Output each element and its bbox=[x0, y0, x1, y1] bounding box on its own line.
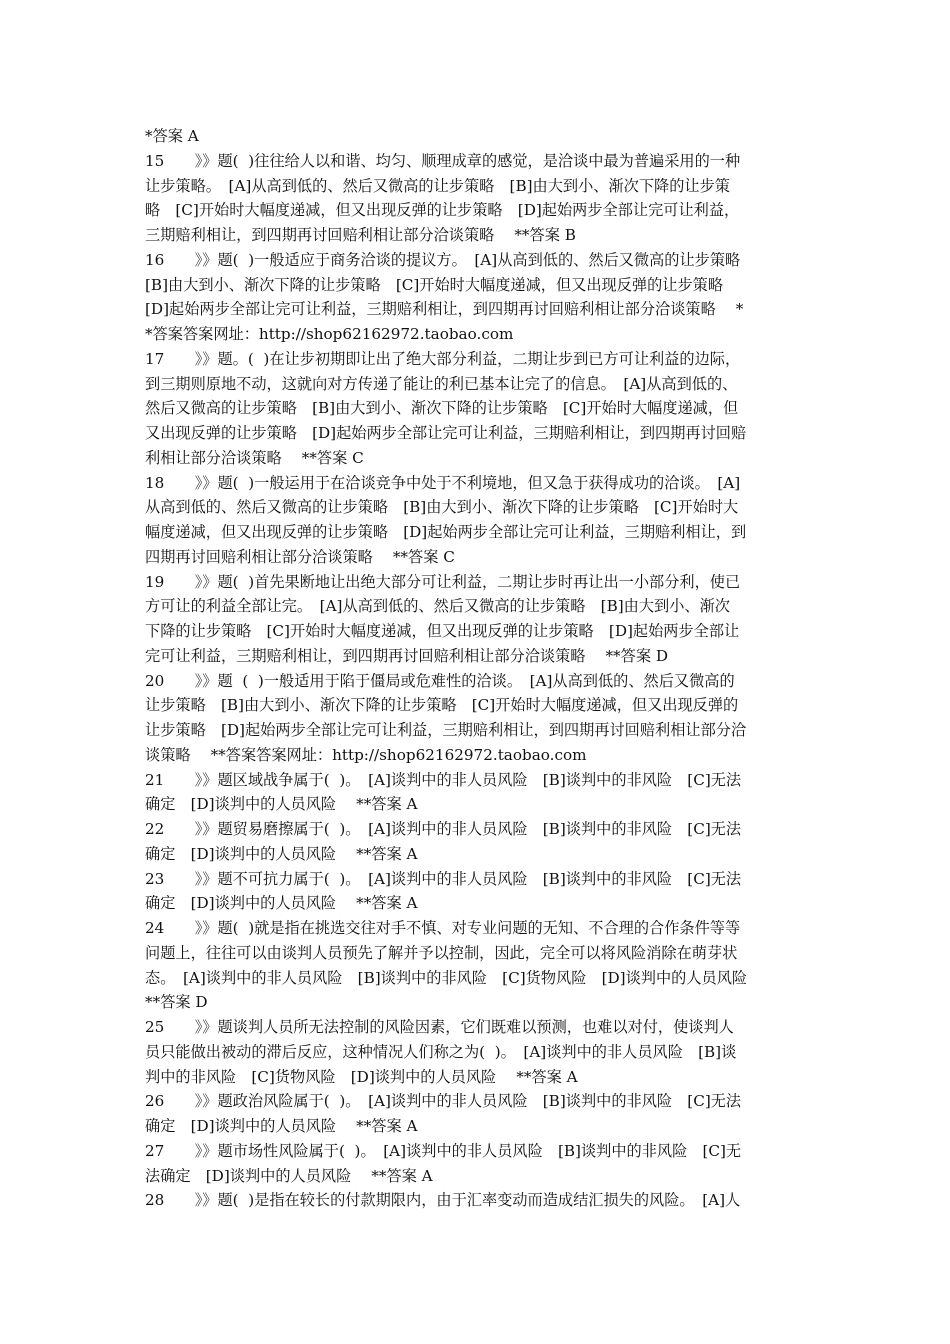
text-line: 三期赔利相让，到四期再讨回赔利相让部分洽谈策略 **答案 B bbox=[145, 226, 576, 244]
text-line: 然后又微高的让步策略 [B]由大到小、渐次下降的让步策略 [C]开始时大幅度递减，但 bbox=[145, 399, 739, 418]
text-line: 26 》》题政治风险属于( )。 [A]谈判中的非人员风险 [B]谈判中的非风险 [C]无法 bbox=[145, 1092, 742, 1111]
text-line: 下降的让步策略 [C]开始时大幅度递减，但又出现反弹的让步策略 [D]起始两步全部让 bbox=[145, 622, 740, 640]
text-line: 28 》》题( )是指在较长的付款期限内，由于汇率变动而造成结汇损失的风险。 [A]人 bbox=[145, 1191, 741, 1210]
text-line: 确定 [D]谈判中的人员风险 **答案 A bbox=[145, 1117, 418, 1135]
text-line: 态。 [A]谈判中的非人员风险 [B]谈判中的非风险 [C]货物风险 [D]谈判中的人员风险 bbox=[145, 968, 748, 987]
text-line: *答案 A bbox=[145, 127, 199, 145]
text-line: 27 》》题市场性风险属于( )。 [A]谈判中的非人员风险 [B]谈判中的非风险 [C]无 bbox=[145, 1141, 742, 1160]
text-line: 17 》》题。( )在让步初期即让出了绝大部分利益，二期让步到已方可让利益的边际， bbox=[145, 349, 741, 368]
text-line: 判中的非风险 [C]货物风险 [D]谈判中的人员风险 **答案 A bbox=[145, 1067, 578, 1086]
text-line: 22 》》题贸易磨擦属于( )。 [A]谈判中的非人员风险 [B]谈判中的非风险 [C]无法 bbox=[145, 820, 742, 838]
text-line: 20 》》题 ( )一般适用于陷于僵局或危难性的洽谈。 [A]从高到低的、然后又微高的 bbox=[145, 671, 735, 690]
text-line: [B]由大到小、渐次下降的让步策略 [C]开始时大幅度递减，但又出现反弹的让步策略 bbox=[145, 275, 724, 294]
text-line: 让步策略 [D]起始两步全部让完可让利益，三期赔利相让，到四期再讨回赔利相让部分洽 bbox=[145, 721, 747, 739]
text-line: 25 》》题谈判人员所无法控制的风险因素，它们既难以预测，也难以对付，使谈判人 bbox=[145, 1018, 734, 1036]
text-line: 确定 [D]谈判中的人员风险 **答案 A bbox=[145, 795, 418, 814]
text-line: 幅度递减，但又出现反弹的让步策略 [D]起始两步全部让完可让利益，三期赔利相让，到 bbox=[145, 523, 747, 541]
text-line: [D]起始两步全部让完可让利益，三期赔利相让，到四期再讨回赔利相让部分洽谈策略 * bbox=[145, 300, 744, 319]
text-line: 又出现反弹的让步策略 [D]起始两步全部让完可让利益，三期赔利相让，到四期再讨回赔 bbox=[145, 424, 747, 442]
text-line: 让步策略。 [A]从高到低的、然后又微高的让步策略 [B]由大到小、渐次下降的让步策 bbox=[145, 176, 730, 195]
text-line: 23 》》题不可抗力属于( )。 [A]谈判中的非人员风险 [B]谈判中的非风险 [C]无法 bbox=[145, 869, 742, 888]
text-line: 15 》》题( )往往给人以和谐、均匀、顺理成章的感觉，是洽谈中最为普遍采用的一种 bbox=[145, 151, 741, 170]
text-line: 谈策略 **答案答案网址：http://shop62162972.taobao.com bbox=[145, 745, 587, 764]
text-line: 从高到低的、然后又微高的让步策略 [B]由大到小、渐次下降的让步策略 [C]开始时大 bbox=[145, 498, 739, 517]
text-line: 确定 [D]谈判中的人员风险 **答案 A bbox=[145, 844, 418, 863]
text-line: 略 [C]开始时大幅度递减，但又出现反弹的让步策略 [D]起始两步全部让完可让利益， bbox=[145, 201, 740, 220]
text-line: 确定 [D]谈判中的人员风险 **答案 A bbox=[145, 894, 418, 913]
text-line: 利相让部分洽谈策略 **答案 C bbox=[145, 448, 364, 467]
text-line: 方可让的利益全部让完。 [A]从高到低的、然后又微高的让步策略 [B]由大到小、渐次 bbox=[145, 597, 730, 616]
text-line: 员只能做出被动的滞后反应，这种情况人们称之为( )。 [A]谈判中的非人员风险 [B]谈 bbox=[145, 1042, 737, 1061]
text-line: **答案 D bbox=[145, 993, 208, 1012]
text-line: 问题上，往往可以由谈判人员预先了解并予以控制，因此，完全可以将风险消除在萌芽状 bbox=[145, 943, 738, 962]
text-line: 法确定 [D]谈判中的人员风险 **答案 A bbox=[145, 1166, 433, 1185]
text-line: 24 》》题( )就是指在挑选交往对手不慎、对专业问题的无知、不合理的合作条件等等 bbox=[145, 919, 741, 937]
document-page bbox=[145, 124, 807, 1213]
text-line: 完可让利益，三期赔利相让，到四期再讨回赔利相让部分洽谈策略 **答案 D bbox=[145, 646, 669, 665]
text-line: 到三期则原地不动，这就向对方传递了能让的利已基本让完了的信息。 [A]从高到低的、 bbox=[145, 374, 738, 393]
text-line: 21 》》题区域战争属于( )。 [A]谈判中的非人员风险 [B]谈判中的非风险 [C]无法 bbox=[145, 770, 742, 789]
text-line: 18 》》题( )一般运用于在洽谈竞争中处于不利境地，但又急于获得成功的洽谈。 [A] bbox=[145, 473, 741, 492]
text-line: 16 》》题( )一般适应于商务洽谈的提议方。 [A]从高到低的、然后又微高的让步策略 bbox=[145, 250, 741, 269]
text-line: 让步策略 [B]由大到小、渐次下降的让步策略 [C]开始时大幅度递减，但又出现反弹的 bbox=[145, 696, 739, 715]
text-line: 四期再讨回赔利相让部分洽谈策略 **答案 C bbox=[145, 547, 455, 566]
text-line: *答案答案网址：http://shop62162972.taobao.com bbox=[145, 325, 514, 343]
text-line: 19 》》题( )首先果断地让出绝大部分可让利益，二期让步时再让出一小部分利，使已 bbox=[145, 572, 741, 591]
